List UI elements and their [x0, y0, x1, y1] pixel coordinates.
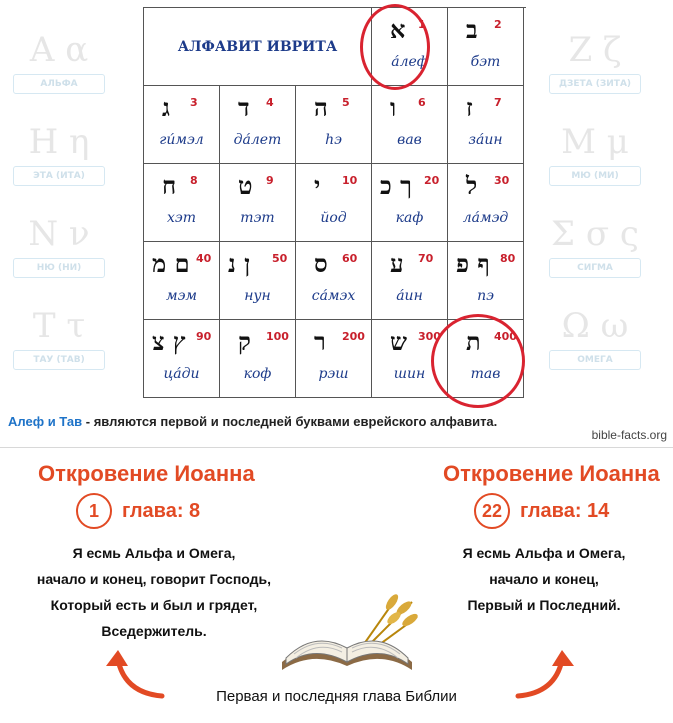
right-book-title: Откровение Иоанна	[443, 461, 660, 486]
letter-cell	[296, 164, 372, 242]
letter-cell	[372, 164, 448, 242]
letter-number: 100	[266, 330, 289, 343]
hebrew-letter: ץ צ	[152, 327, 186, 356]
letter-name: бэт	[470, 54, 501, 70]
letter-cell	[144, 86, 220, 164]
footer-caption: Первая и последняя глава Библии	[216, 688, 457, 705]
letter-cell	[144, 242, 220, 320]
letter-number: 90	[196, 330, 212, 343]
chapter-number-circle: 22	[474, 493, 510, 529]
hebrew-letter: ו	[390, 93, 397, 122]
verse-line: Который есть и был и грядет,	[50, 597, 258, 613]
letter-name: мэм	[165, 288, 198, 304]
right-verse	[424, 540, 664, 618]
greek-column-right-4	[540, 306, 650, 370]
caption-highlight: Алеф и Тав	[8, 414, 83, 429]
letter-number: 6	[418, 96, 426, 109]
letter-number: 4	[266, 96, 274, 109]
greek-column-right-1	[540, 30, 650, 94]
letter-cell	[448, 164, 524, 242]
letter-name: ла́мэд	[462, 210, 509, 226]
verse-line: Вседержитель.	[101, 623, 207, 639]
greek-name: ОМЕГА	[549, 350, 641, 370]
greek-name: НЮ (НИ)	[13, 258, 105, 278]
hebrew-letter: ח	[162, 171, 177, 200]
letter-name: каф	[395, 210, 424, 226]
caption-text: - являются первой и последней буквами еврейского алфавита.	[82, 414, 498, 429]
letter-cell	[448, 242, 524, 320]
hebrew-letter: ע	[390, 249, 404, 278]
hebrew-letter: ב	[466, 15, 478, 44]
letter-cell	[296, 86, 372, 164]
hebrew-letter: ף פ	[456, 249, 490, 278]
letter-cell	[220, 242, 296, 320]
verse-line: Первый и Последний.	[467, 597, 621, 613]
greek-letters: Η η	[28, 122, 90, 162]
letter-cell	[220, 86, 296, 164]
hebrew-letter: ק	[238, 327, 251, 356]
hebrew-letter: ט	[238, 171, 253, 200]
greek-name: СИГМА	[549, 258, 641, 278]
highlight-circle-alef	[360, 4, 430, 90]
greek-column-left-4	[4, 306, 114, 370]
hebrew-letter: ך כ	[380, 171, 412, 200]
letter-number: 50	[272, 252, 288, 265]
greek-letters: Τ τ	[32, 306, 86, 346]
greek-column-left-1	[4, 30, 114, 94]
greek-letters: Ω ω	[561, 306, 629, 346]
hebrew-letter: ס	[314, 249, 328, 278]
letter-name: ца́ди	[163, 366, 200, 382]
letter-name: за́ин	[468, 132, 503, 148]
greek-letters: Ν ν	[28, 214, 90, 254]
letter-name: hэ	[325, 132, 342, 148]
letter-number: 300	[418, 330, 441, 343]
hebrew-letter: א	[390, 15, 406, 44]
letter-name: пэ	[477, 288, 494, 304]
letter-cell	[448, 86, 524, 164]
hebrew-letter: ת	[466, 327, 481, 356]
hebrew-letter: ם מ	[152, 249, 190, 278]
chapter-label: глава: 8	[122, 499, 201, 522]
hebrew-letter: ר	[314, 327, 326, 356]
greek-name: ДЗЕТА (ЗИТА)	[549, 74, 641, 94]
hebrew-letter: ג	[162, 93, 170, 122]
letter-number: 400	[494, 330, 517, 343]
letter-cell	[144, 164, 220, 242]
letter-number: 8	[190, 174, 198, 187]
letter-number: 20	[424, 174, 440, 187]
letter-cell	[220, 164, 296, 242]
left-book-title: Откровение Иоанна	[38, 461, 255, 486]
letter-name: а́ин	[396, 288, 423, 304]
caption	[8, 414, 497, 429]
verse-line: начало и конец, говорит Господь,	[36, 571, 272, 587]
verse-line: начало и конец,	[489, 571, 599, 587]
greek-name: АЛЬФА	[13, 74, 105, 94]
hebrew-letter: ה	[314, 93, 328, 122]
letter-name: нун	[244, 288, 271, 304]
site-watermark: bible-facts.org	[591, 428, 667, 442]
greek-letters: Ζ ζ	[568, 30, 622, 70]
greek-letters: Μ μ	[561, 122, 629, 162]
letter-cell	[296, 320, 372, 398]
highlight-circle-tav	[431, 314, 525, 408]
left-chapter	[76, 493, 200, 529]
letter-number: 7	[494, 96, 502, 109]
left-verse	[4, 540, 304, 644]
letter-cell	[296, 242, 372, 320]
letter-cell	[448, 8, 524, 86]
letter-name: а́леф	[391, 54, 428, 70]
right-chapter	[474, 493, 609, 529]
letter-number: 70	[418, 252, 434, 265]
letter-number: 40	[196, 252, 212, 265]
letter-number: 10	[342, 174, 358, 187]
hebrew-letter: ד	[238, 93, 250, 122]
letter-name: да́лет	[233, 132, 282, 148]
greek-name: МЮ (МИ)	[549, 166, 641, 186]
verse-line: Я есмь Альфа и Омега,	[72, 545, 236, 561]
letter-cell	[220, 320, 296, 398]
letter-name: шин	[393, 366, 426, 382]
verse-line: Я есмь Альфа и Омега,	[462, 545, 626, 561]
greek-column-left-2	[4, 122, 114, 186]
greek-letters: Α α	[29, 30, 89, 70]
letter-name: тэт	[240, 210, 275, 226]
letter-cell	[372, 86, 448, 164]
greek-column-left-3	[4, 214, 114, 278]
hebrew-letter: ז	[466, 93, 473, 122]
letter-name: йод	[320, 210, 347, 226]
hebrew-letter: י	[314, 171, 321, 200]
chapter-label: глава: 14	[520, 499, 610, 522]
chapter-number-circle: 1	[76, 493, 112, 529]
letter-name: тав	[470, 366, 501, 382]
letter-number: 60	[342, 252, 358, 265]
letter-number: 30	[494, 174, 510, 187]
letter-number: 80	[500, 252, 516, 265]
letter-cell	[372, 242, 448, 320]
letter-name: коф	[243, 366, 272, 382]
hebrew-letter: ש	[390, 327, 407, 356]
letter-name: вав	[397, 132, 422, 148]
letter-number: 5	[342, 96, 350, 109]
letter-number: 200	[342, 330, 365, 343]
letter-number: 2	[494, 18, 502, 31]
greek-letters: Σ σ ς	[551, 214, 639, 254]
greek-name: ТАУ (ТАВ)	[13, 350, 105, 370]
greek-name: ЭТА (ИТА)	[13, 166, 105, 186]
letter-number: 3	[190, 96, 198, 109]
greek-column-right-2	[540, 122, 650, 186]
hebrew-letter: ן נ	[228, 249, 251, 278]
letter-name: хэт	[166, 210, 196, 226]
hebrew-letter: ל	[466, 171, 478, 200]
open-book-icon	[272, 592, 422, 682]
letter-number: 1	[418, 18, 426, 31]
letter-cell	[144, 320, 220, 398]
letter-name: ги́мэл	[159, 132, 204, 148]
letter-name: са́мэх	[311, 288, 356, 304]
letter-number: 9	[266, 174, 274, 187]
greek-column-right-3	[540, 214, 650, 278]
table-title: АЛФАВИТ ИВРИТА	[144, 8, 372, 86]
letter-name: рэш	[318, 366, 349, 382]
